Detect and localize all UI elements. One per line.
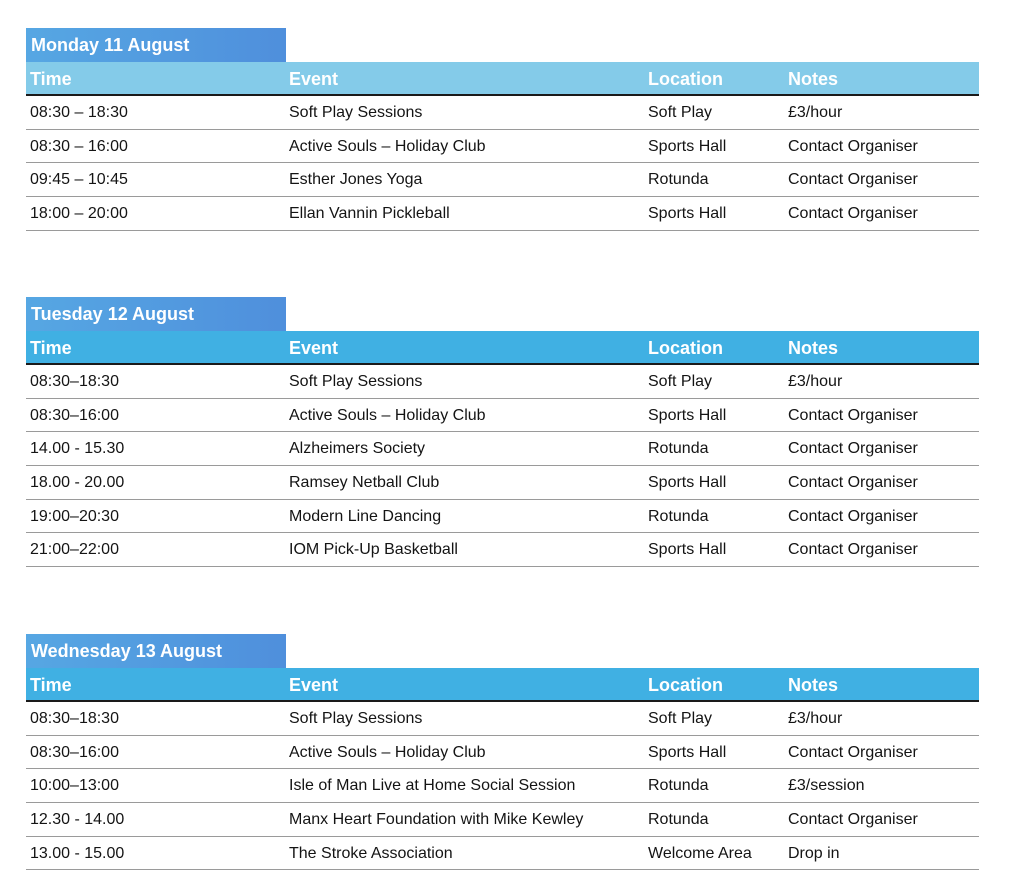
event-cell: Manx Heart Foundation with Mike Kewley: [289, 811, 584, 829]
time-cell: 10:00–13:00: [30, 777, 119, 795]
table-row: [26, 432, 979, 466]
time-cell: 18:00 – 20:00: [30, 205, 128, 223]
time-cell: 14.00 - 15.30: [30, 440, 125, 458]
table-row: [26, 533, 979, 567]
time-cell: 09:45 – 10:45: [30, 171, 128, 189]
location-cell: Soft Play: [648, 104, 713, 121]
table-row: [26, 197, 979, 231]
table-row: [26, 736, 979, 770]
column-header-time: Time: [30, 675, 72, 695]
table-row: [26, 466, 979, 500]
day-heading: Wednesday 13 August: [26, 634, 286, 668]
notes-cell: Contact Organiser: [788, 171, 918, 189]
notes-cell: Contact Organiser: [788, 811, 918, 829]
location-cell: Sports Hall: [648, 137, 727, 155]
column-header-row: [26, 62, 979, 96]
time-cell: 19:00–20:30: [30, 507, 119, 525]
time-cell: 08:30–16:00: [30, 406, 119, 424]
table-row: [26, 163, 979, 197]
table-row: [26, 96, 979, 130]
column-header-time: Time: [30, 69, 72, 89]
event-cell: The Stroke Association: [289, 844, 453, 862]
column-header-location: Location: [648, 675, 723, 695]
time-cell: 21:00–22:00: [30, 541, 119, 559]
column-header-row: [26, 331, 979, 365]
notes-cell: £3/hour: [788, 710, 843, 727]
notes-cell: £3/hour: [788, 373, 843, 390]
column-header-event: Event: [289, 69, 339, 89]
table-row: [26, 399, 979, 433]
time-cell: 12.30 - 14.00: [30, 811, 125, 829]
notes-cell: Contact Organiser: [788, 137, 918, 155]
event-cell: Active Souls – Holiday Club: [289, 743, 486, 761]
time-cell: 08:30 – 18:30: [30, 104, 128, 121]
day-table-wednesday: [26, 634, 979, 870]
time-cell: 08:30 – 16:00: [30, 137, 128, 155]
day-heading: Monday 11 August: [26, 28, 286, 62]
event-cell: Ellan Vannin Pickleball: [289, 205, 450, 223]
column-header-row: [26, 668, 979, 702]
column-header-event: Event: [289, 675, 339, 695]
table-row: [26, 130, 979, 164]
notes-cell: Contact Organiser: [788, 743, 918, 761]
event-cell: Soft Play Sessions: [289, 104, 423, 121]
day-table-tuesday: [26, 297, 979, 567]
column-header-notes: Notes: [788, 338, 839, 358]
notes-cell: £3/hour: [788, 104, 843, 121]
event-cell: Modern Line Dancing: [289, 507, 442, 525]
location-cell: Rotunda: [648, 777, 709, 795]
time-cell: 18.00 - 20.00: [30, 474, 125, 492]
notes-cell: Contact Organiser: [788, 474, 918, 492]
time-cell: 08:30–16:00: [30, 743, 119, 761]
notes-cell: Contact Organiser: [788, 440, 918, 458]
event-cell: Active Souls – Holiday Club: [289, 406, 486, 424]
time-cell: 13.00 - 15.00: [30, 844, 125, 862]
location-cell: Sports Hall: [648, 406, 727, 424]
column-header-time: Time: [30, 338, 72, 358]
time-cell: 08:30–18:30: [30, 710, 119, 727]
location-cell: Sports Hall: [648, 541, 727, 559]
event-cell: Soft Play Sessions: [289, 373, 423, 390]
table-row: [26, 803, 979, 837]
event-cell: Esther Jones Yoga: [289, 171, 423, 189]
notes-cell: Drop in: [788, 844, 840, 862]
location-cell: Rotunda: [648, 440, 709, 458]
table-row: [26, 769, 979, 803]
day-table-monday: [26, 28, 979, 231]
event-cell: Alzheimers Society: [289, 440, 426, 458]
table-row: [26, 702, 979, 736]
event-cell: Ramsey Netball Club: [289, 474, 440, 492]
event-cell: IOM Pick-Up Basketball: [289, 541, 458, 559]
location-cell: Rotunda: [648, 507, 709, 525]
location-cell: Sports Hall: [648, 743, 727, 761]
table-row: [26, 837, 979, 871]
column-header-event: Event: [289, 338, 339, 358]
location-cell: Welcome Area: [648, 844, 752, 862]
event-cell: Soft Play Sessions: [289, 710, 423, 727]
day-heading: Tuesday 12 August: [26, 297, 286, 331]
column-header-notes: Notes: [788, 675, 839, 695]
table-row: [26, 500, 979, 534]
column-header-notes: Notes: [788, 69, 839, 89]
event-cell: Active Souls – Holiday Club: [289, 137, 486, 155]
time-cell: 08:30–18:30: [30, 373, 119, 390]
location-cell: Sports Hall: [648, 474, 727, 492]
notes-cell: Contact Organiser: [788, 406, 918, 424]
location-cell: Rotunda: [648, 811, 709, 829]
column-header-location: Location: [648, 69, 723, 89]
notes-cell: £3/session: [788, 777, 865, 795]
location-cell: Soft Play: [648, 710, 713, 727]
notes-cell: Contact Organiser: [788, 507, 918, 525]
table-row: [26, 365, 979, 399]
column-header-location: Location: [648, 338, 723, 358]
location-cell: Soft Play: [648, 373, 713, 390]
location-cell: Rotunda: [648, 171, 709, 189]
event-cell: Isle of Man Live at Home Social Session: [289, 777, 576, 795]
location-cell: Sports Hall: [648, 205, 727, 223]
notes-cell: Contact Organiser: [788, 205, 918, 223]
notes-cell: Contact Organiser: [788, 541, 918, 559]
